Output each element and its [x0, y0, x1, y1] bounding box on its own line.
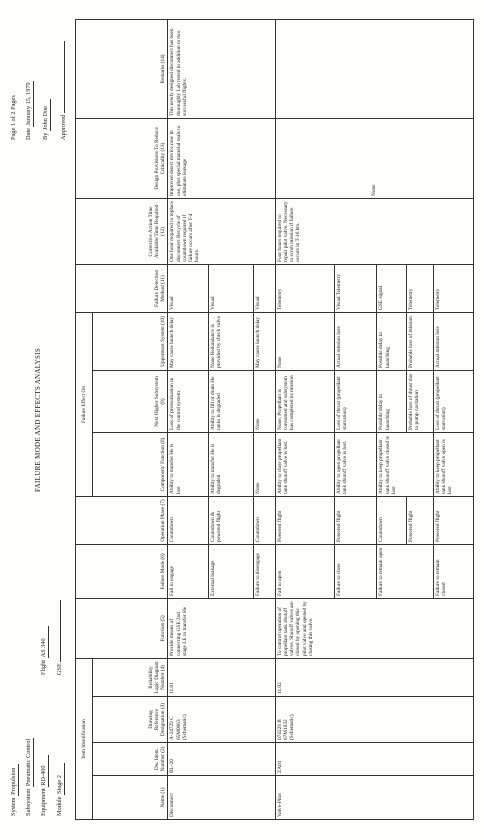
column-header-name: Name (1) [93, 776, 168, 820]
detection-method: GSE signal [377, 264, 406, 312]
next-higher-effect: Ability to fill or drain He tanks is degraded [208, 370, 254, 432]
component-effect [406, 432, 433, 496]
column-header-design-provisions: Design Provisions To Reduce Criticality (13) [76, 118, 168, 198]
page-number: Page 1 of 2 Pages [10, 95, 17, 140]
operation-phase: Countdown [377, 496, 406, 544]
item-function: Provide means of connecting GSE 2nd stage LE to transfer He [168, 598, 275, 658]
fmea-table [75, 19, 474, 820]
next-higher-effect: Loss of pressurization in the control system [168, 370, 208, 432]
detection-method: Telemetry [433, 264, 473, 312]
uppermost-effect: Actual mission loss [433, 312, 473, 370]
operation-phase: Powered flight [275, 496, 334, 544]
group-header-row [76, 19, 93, 819]
next-higher-effect: Possible delay in launching [377, 370, 406, 432]
detection-method: Visual [254, 264, 275, 312]
date-field [25, 81, 34, 140]
next-higher-effect: Probable loss of thrust due to pump cavitation [406, 370, 433, 432]
table-row [168, 19, 208, 819]
detection-method: Visual [168, 264, 208, 312]
failure-mode [406, 544, 433, 598]
corrective-action: One hour required to replace disconnect Recycle of countdown required if failure occurs after T-4 hours. [168, 198, 275, 264]
next-higher-effect: None; Propellant is consumed and subsystem has completed its mission [275, 370, 334, 432]
next-higher-effect: None [254, 370, 275, 432]
column-header-remarks: Remarks (14) [76, 19, 168, 118]
subsystem-label: Subsystem [25, 788, 32, 816]
failure-mode: Failure to disengage [254, 544, 275, 598]
gse-value [60, 600, 61, 662]
item-rld-number: 11.01 [168, 658, 275, 696]
remarks [275, 19, 473, 118]
failure-mode: Fail to engage [168, 544, 208, 598]
detection-method: Visual Telemetry [334, 264, 377, 312]
failure-mode: Failure to remain open [377, 544, 406, 598]
date-value: January 15, 1979 [25, 82, 32, 126]
next-higher-effect: Loss of thrust (propellant starvation) [334, 370, 377, 432]
system-value: Propulsion [10, 764, 19, 796]
column-header-failure-mode: Failure Mode (6) [76, 544, 168, 598]
column-header-uppermost: Uppermost System (10) [93, 312, 168, 370]
design-provisions: None [275, 118, 473, 198]
detection-method: Telemetry [275, 264, 334, 312]
component-effect: None [254, 432, 275, 496]
subsystem-value: Pneumatic Control [25, 738, 32, 787]
detection-method: Telemetry [406, 264, 433, 312]
approved-field [60, 41, 68, 140]
table-row [275, 19, 334, 819]
column-header-rld-number: Reliability Logic Diagram Number (4) [93, 658, 168, 696]
system-label: System [10, 797, 17, 816]
flight-label: Flight [40, 659, 47, 675]
module-field [56, 763, 65, 816]
component-effect: Ability to close propellant tank shutoff valve is lost. [275, 432, 334, 496]
design-provisions: Improved detect device now in use, plus special material seals to eliminate leakage [168, 118, 275, 198]
item-function: To control operation of propellant tank shutoff valves. Shutoff valves are closed by opening this pilot valve and opened by closing this valve. [275, 598, 473, 658]
next-higher-effect: Loss of thrust (propellant starvation) [433, 370, 473, 432]
uppermost-effect: None Redundance is provided by check valve [208, 312, 254, 370]
system-field [10, 764, 19, 816]
failure-mode: Failure to remain closed [433, 544, 473, 598]
operation-phase: Powered flight [334, 496, 377, 544]
failure-mode: Fail to open [275, 544, 334, 598]
uppermost-effect: Probable loss of mission [406, 312, 433, 370]
gse-field [56, 600, 64, 675]
operation-phase: Powered flight [433, 496, 473, 544]
subsystem-field [25, 738, 34, 816]
by-field [42, 99, 51, 140]
column-header-corrective-action: Corrective Action Time Available/Time Required (12) [76, 198, 168, 264]
item-rld-number: 11.02 [275, 658, 473, 696]
column-header-drawing-ref: Drawing Reference Designation (3) [93, 697, 168, 743]
equipment-value: RD-400 [40, 755, 49, 787]
corrective-action: Four hours required to repair pilot valve. Necessary to scrub mission if failure occurs in T-16 hrs. [275, 198, 473, 264]
column-header-dw-ident: Dw. Ident. Number (2) [93, 743, 168, 776]
operation-phase: Countdown [254, 496, 275, 544]
operation-phase: Powered flight [406, 496, 433, 544]
approved-value [64, 41, 65, 113]
item-identification-header: Item Identification [76, 658, 93, 819]
component-effect: Ability to keep propellant tank shutoff valve open is lost [433, 432, 473, 496]
by-value: John Doe [42, 99, 51, 131]
detection-method: Visual [208, 264, 254, 312]
equipment-label: Equipment [40, 788, 47, 816]
item-drawing-ref: A-24729 C 85M0963 (Schematic) [168, 697, 275, 743]
uppermost-effect: May cause launch delay [254, 312, 275, 370]
flight-value: AS 340 [40, 626, 49, 658]
failure-effect-header: Failure Effect On [76, 312, 93, 496]
module-label: Module [56, 796, 63, 816]
column-header-next-higher: Next Higher Subsystem (9) [93, 370, 168, 432]
operation-phase: Countdown [168, 496, 208, 544]
column-header-detection-method: Failure Detection Method (11) [76, 264, 168, 312]
approved-label: Approved [60, 114, 67, 140]
date-label: Date [25, 128, 32, 140]
column-header-operation-phase: Operation Phase (7) [76, 496, 168, 544]
uppermost-effect: Actual mission loss [334, 312, 377, 370]
component-effect: Ability to transfer He is degraded [208, 432, 254, 496]
component-effect: Ability to keep propellant tank shutoff valve closed is lost [377, 432, 406, 496]
uppermost-effect: May cause launch delay [168, 312, 208, 370]
item-dw-ident: ZA01 [275, 743, 473, 776]
operation-phase: Countdown & powered flight [208, 496, 254, 544]
gse-label: GSE [56, 663, 63, 675]
remarks: This newly designed disconnect has been thoroughly Lab tested in addition to two successful flights. [168, 19, 275, 118]
component-effect: Ability to transfer He is lost [168, 432, 208, 496]
item-name: Valve-Pilot [275, 776, 473, 820]
column-header-function: Function (5) [76, 598, 168, 658]
uppermost-effect: Possible delay in launching [377, 312, 406, 370]
form-title: FAILURE MODE AND EFFECTS ANALYSIS [34, 347, 42, 493]
item-drawing-ref: 074229 B 67M1832 (Schematic) [275, 697, 473, 743]
item-dw-ident: BL-20 [168, 743, 275, 776]
item-name: Disconnect [168, 776, 275, 820]
module-value: Stage 2 [56, 763, 65, 795]
failure-mode: Failure to close [334, 544, 377, 598]
by-label: By [42, 132, 49, 140]
uppermost-effect: None [275, 312, 334, 370]
component-effect: Ability to open propellant tank shutoff valve is lost. [334, 432, 377, 496]
column-header-component-function: Component/ Function (8) [93, 432, 168, 496]
failure-mode: External leakage [208, 544, 254, 598]
